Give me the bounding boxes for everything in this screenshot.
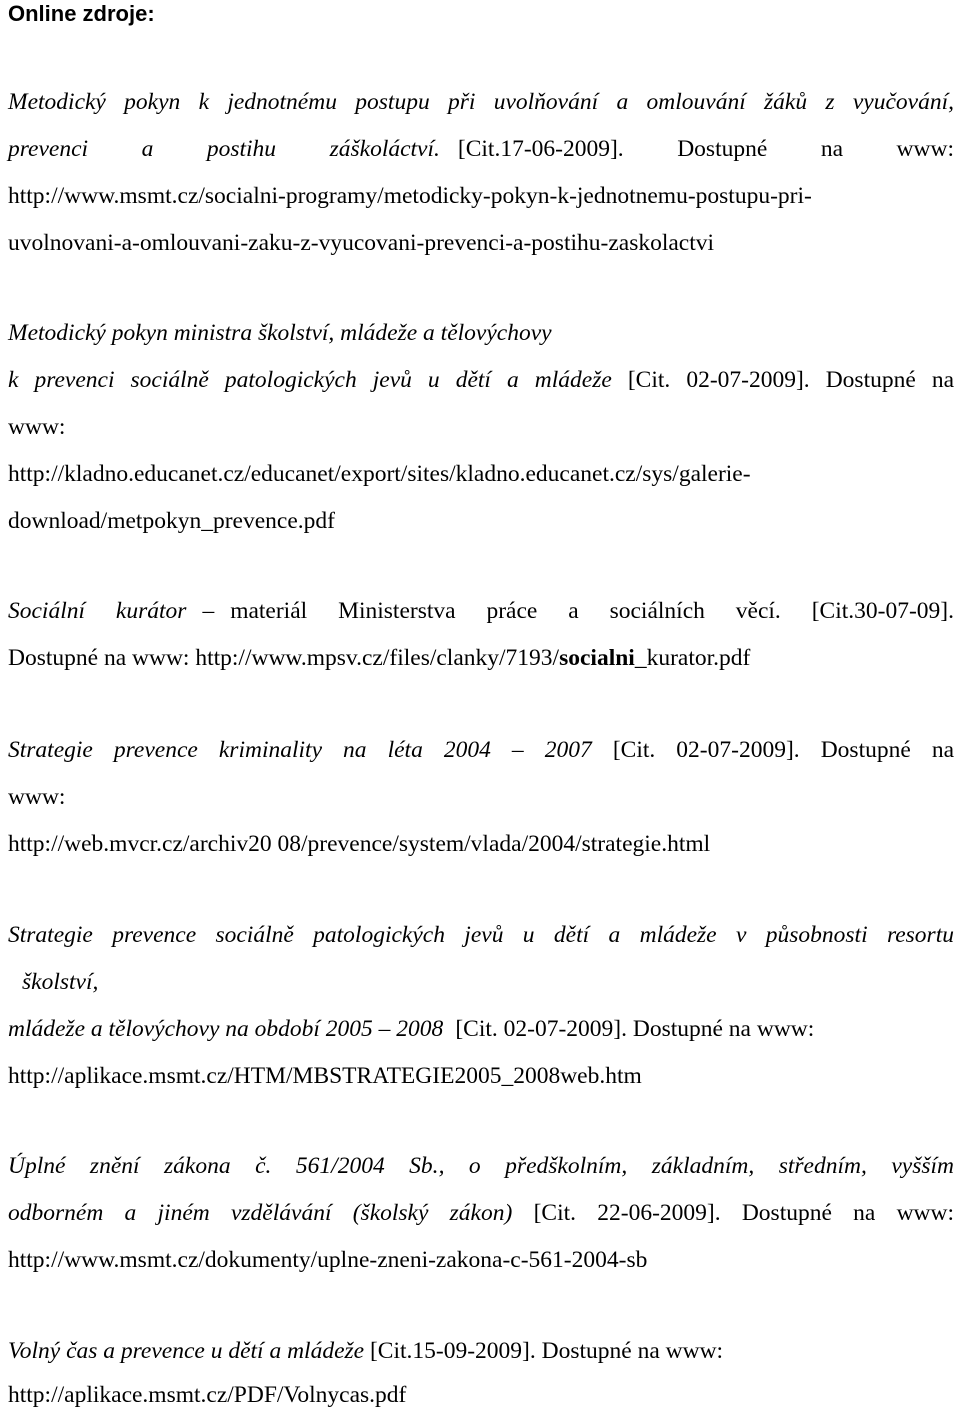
reference-url[interactable]: [8, 1061, 954, 1091]
reference-url[interactable]: [8, 1380, 954, 1410]
reference-citation: [Cit. 02-07-2009]. Dostupné na: [627, 367, 955, 393]
reference-url[interactable]: [8, 459, 954, 489]
reference-url-text[interactable]: http://www.msmt.cz/socialni-programy/metodicky-pokyn-k-jednotnemu-postupu-pri-: [8, 183, 812, 209]
reference-url-text[interactable]: http://www.msmt.cz/dokumenty/uplne-zneni-zakona-c-561-2004-sb: [8, 1247, 648, 1273]
reference-title: Metodický pokyn k jednotnému postupu při uvolňování a omlouvání žáků z vyučování,: [8, 89, 954, 115]
reference-line: [8, 365, 954, 395]
reference-line: [8, 318, 954, 348]
reference-url-text[interactable]: http://aplikace.msmt.cz/HTM/MBSTRATEGIE2005_2008web.htm: [8, 1063, 642, 1089]
reference-title: Metodický pokyn ministra školství, mládeže a tělovýchovy: [8, 320, 552, 346]
reference-line: [8, 735, 954, 765]
reference-title: prevenci a postihu záškoláctví.: [8, 136, 440, 162]
reference-citation: www:: [8, 414, 66, 440]
reference-citation: _kurator.pdf: [634, 645, 751, 671]
reference-line: [8, 87, 954, 117]
reference-url[interactable]: [8, 1245, 954, 1275]
reference-dash: –: [202, 598, 215, 624]
reference-line: [8, 134, 954, 164]
reference-url[interactable]: [8, 181, 954, 211]
reference-line: [22, 967, 954, 997]
reference-line: [8, 1014, 954, 1044]
reference-line: [8, 643, 954, 673]
reference-url-text[interactable]: uvolnovani-a-omlouvani-zaku-z-vyucovani-prevenci-a-postihu-zaskolactvi: [8, 230, 715, 256]
reference-title: Sociální kurátor: [8, 598, 187, 624]
reference-title: k prevenci sociálně patologických jevů u dětí a mládeže: [8, 367, 612, 393]
reference-citation: , o předškolním, základním, středním, vyšším: [438, 1153, 954, 1179]
reference-line: [8, 596, 954, 626]
reference-url[interactable]: [8, 228, 954, 258]
reference-title: Volný čas a prevence u dětí a mládeže: [8, 1338, 365, 1364]
reference-url[interactable]: [8, 829, 954, 859]
reference-url-text[interactable]: download/metpokyn_prevence.pdf: [8, 508, 335, 534]
reference-citation: materiál Ministerstva práce a sociálních věcí. [Cit.30-07-09].: [230, 598, 954, 624]
reference-title: mládeže a tělovýchovy na období 2005 – 2008: [8, 1016, 444, 1042]
reference-citation: www:: [8, 784, 66, 810]
reference-line: [8, 412, 954, 442]
reference-url-text[interactable]: http://kladno.educanet.cz/educanet/export/sites/kladno.educanet.cz/sys/galerie-: [8, 461, 751, 487]
reference-line: [8, 1336, 954, 1366]
reference-line: [8, 1198, 954, 1228]
reference-url-text[interactable]: http://web.mvcr.cz/archiv20 08/prevence/system/vlada/2004/strategie.html: [8, 831, 711, 857]
reference-title: Strategie prevence kriminality na léta 2004 – 2007: [8, 737, 592, 763]
page-heading: Online zdroje:: [8, 1, 155, 26]
reference-url-text[interactable]: http://aplikace.msmt.cz/PDF/Volnycas.pdf: [8, 1382, 407, 1408]
reference-title: školství,: [22, 969, 99, 995]
reference-line: [8, 782, 954, 812]
reference-citation: [Cit. 02-07-2009]. Dostupné na www:: [455, 1016, 815, 1042]
reference-citation: [Cit.17-06-2009]. Dostupné na www:: [457, 136, 954, 162]
reference-title: Strategie prevence sociálně patologických jevů u dětí a mládeže v působnosti resortu: [8, 922, 954, 948]
reference-url[interactable]: [8, 506, 954, 536]
reference-line: [8, 1151, 954, 1181]
reference-citation: [Cit. 02-07-2009]. Dostupné na: [612, 737, 955, 763]
reference-citation: [Cit. 22-06-2009]. Dostupné na www:: [533, 1200, 955, 1226]
reference-citation: [Cit.15-09-2009]. Dostupné na www:: [369, 1338, 724, 1364]
reference-line: [8, 920, 954, 950]
reference-title: odborném a jiném vzdělávání (školský zákon): [8, 1200, 513, 1226]
reference-title: Úplné znění zákona č. 561/2004 Sb.: [8, 1153, 439, 1179]
reference-bold-term: socialni: [559, 645, 635, 671]
reference-citation: Dostupné na www: http://www.mpsv.cz/files/clanky/7193/: [8, 645, 560, 671]
